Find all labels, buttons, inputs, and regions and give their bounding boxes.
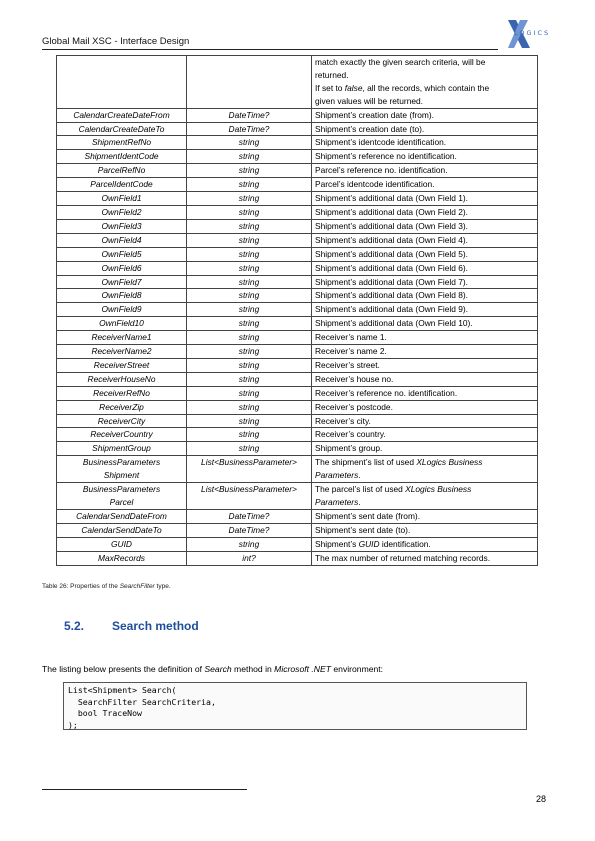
property-name: BusinessParameters Parcel xyxy=(57,483,187,510)
property-name: MaxRecords xyxy=(57,551,187,565)
property-name: ReceiverHouseNo xyxy=(57,372,187,386)
table-row xyxy=(57,205,538,219)
table-row xyxy=(57,386,538,400)
property-type: string xyxy=(187,317,312,331)
property-type: string xyxy=(187,386,312,400)
table-row xyxy=(57,136,538,150)
property-description: Receiver’s reference no. identification. xyxy=(312,386,538,400)
property-type: string xyxy=(187,150,312,164)
table-row xyxy=(57,219,538,233)
table-row xyxy=(57,178,538,192)
table-row xyxy=(57,233,538,247)
property-type: string xyxy=(187,289,312,303)
property-description: Receiver’s country. xyxy=(312,428,538,442)
table-row xyxy=(57,122,538,136)
property-description: Shipment’s additional data (Own Field 10). xyxy=(312,317,538,331)
table-row xyxy=(57,345,538,359)
property-name: OwnField9 xyxy=(57,303,187,317)
property-type: string xyxy=(187,247,312,261)
table-row xyxy=(57,303,538,317)
property-type: string xyxy=(187,345,312,359)
property-description: Shipment’s additional data (Own Field 5). xyxy=(312,247,538,261)
table-row xyxy=(57,442,538,456)
property-type: string xyxy=(187,178,312,192)
table-row xyxy=(57,56,538,109)
property-description: Receiver’s house no. xyxy=(312,372,538,386)
property-type: string xyxy=(187,428,312,442)
page-number: 28 xyxy=(536,794,547,804)
property-description: Shipment’s additional data (Own Field 8). xyxy=(312,289,538,303)
table-row xyxy=(57,372,538,386)
table-row xyxy=(57,247,538,261)
property-name: ReceiverCountry xyxy=(57,428,187,442)
property-name: OwnField5 xyxy=(57,247,187,261)
property-description: Shipment’s creation date (to). xyxy=(312,122,538,136)
table-row xyxy=(57,317,538,331)
property-type: string xyxy=(187,219,312,233)
property-name: ReceiverZip xyxy=(57,400,187,414)
property-description: Receiver’s street. xyxy=(312,358,538,372)
property-type: List<BusinessParameter> xyxy=(187,483,312,510)
property-description: Receiver’s postcode. xyxy=(312,400,538,414)
table-row xyxy=(57,275,538,289)
table-row xyxy=(57,108,538,122)
property-name: ShipmentIdentCode xyxy=(57,150,187,164)
section-title: Search method xyxy=(112,619,199,633)
document-header-title: Global Mail XSC - Interface Design xyxy=(42,36,190,47)
property-type: string xyxy=(187,442,312,456)
table-row xyxy=(57,537,538,551)
property-name: CalendarCreateDateTo xyxy=(57,122,187,136)
property-type: string xyxy=(187,331,312,345)
section-heading xyxy=(64,619,199,633)
property-description: The max number of returned matching records. xyxy=(312,551,538,565)
property-name: OwnField6 xyxy=(57,261,187,275)
code-listing: List<Shipment> Search( SearchFilter SearchCriteria, bool TraceNow ); xyxy=(63,682,527,730)
table-row xyxy=(57,483,538,510)
property-name: CalendarSendDateTo xyxy=(57,523,187,537)
table-row xyxy=(57,358,538,372)
property-name: ParcelIdentCode xyxy=(57,178,187,192)
property-type: string xyxy=(187,358,312,372)
table-row xyxy=(57,523,538,537)
property-type: string xyxy=(187,275,312,289)
searchfilter-properties-table xyxy=(56,55,538,566)
property-name: CalendarSendDateFrom xyxy=(57,509,187,523)
property-type: DateTime? xyxy=(187,122,312,136)
property-name: CalendarCreateDateFrom xyxy=(57,108,187,122)
property-description: Receiver’s name 2. xyxy=(312,345,538,359)
property-type: DateTime? xyxy=(187,108,312,122)
property-description: Shipment’s creation date (from). xyxy=(312,108,538,122)
property-type: string xyxy=(187,414,312,428)
property-name: BusinessParameters Shipment xyxy=(57,456,187,483)
property-description: Shipment’s sent date (to). xyxy=(312,523,538,537)
table-row xyxy=(57,400,538,414)
property-type: string xyxy=(187,205,312,219)
property-description: Shipment’s additional data (Own Field 2). xyxy=(312,205,538,219)
property-type: string xyxy=(187,372,312,386)
table-row xyxy=(57,150,538,164)
property-type: string xyxy=(187,261,312,275)
property-description: The shipment’s list of used XLogics Business Parameters. xyxy=(312,456,538,483)
property-name: ReceiverRefNo xyxy=(57,386,187,400)
property-name: ShipmentRefNo xyxy=(57,136,187,150)
header-divider xyxy=(42,49,498,50)
property-description: Shipment’s group. xyxy=(312,442,538,456)
table-row xyxy=(57,164,538,178)
continued-description: match exactly the given search criteria, will be returned. If set to false, all the records, which contain the given values will be returned. xyxy=(312,56,538,109)
property-description: Shipment’s additional data (Own Field 1). xyxy=(312,192,538,206)
table-row xyxy=(57,428,538,442)
property-name: ReceiverCity xyxy=(57,414,187,428)
table-row xyxy=(57,331,538,345)
property-name: OwnField8 xyxy=(57,289,187,303)
property-description: Shipment’s additional data (Own Field 7). xyxy=(312,275,538,289)
property-name: OwnField1 xyxy=(57,192,187,206)
table-row xyxy=(57,551,538,565)
property-name: OwnField10 xyxy=(57,317,187,331)
property-description: Shipment’s additional data (Own Field 9). xyxy=(312,303,538,317)
table-row xyxy=(57,192,538,206)
property-name: GUID xyxy=(57,537,187,551)
property-description: Shipment’s reference no identification. xyxy=(312,150,538,164)
property-description: Receiver’s city. xyxy=(312,414,538,428)
section-number: 5.2. xyxy=(64,619,85,633)
table-row xyxy=(57,509,538,523)
property-description: Shipment’s additional data (Own Field 3). xyxy=(312,219,538,233)
property-type: string xyxy=(187,233,312,247)
property-description: Parcel’s reference no. identification. xyxy=(312,164,538,178)
property-description: Shipment’s identcode identification. xyxy=(312,136,538,150)
property-description: Shipment’s additional data (Own Field 4). xyxy=(312,233,538,247)
property-type: DateTime? xyxy=(187,509,312,523)
property-type: int? xyxy=(187,551,312,565)
property-name: ReceiverName2 xyxy=(57,345,187,359)
property-name: ParcelRefNo xyxy=(57,164,187,178)
table-row xyxy=(57,414,538,428)
property-name: ShipmentGroup xyxy=(57,442,187,456)
property-description: Parcel’s identcode identification. xyxy=(312,178,538,192)
property-name: ReceiverStreet xyxy=(57,358,187,372)
property-type: string xyxy=(187,303,312,317)
property-type: DateTime? xyxy=(187,523,312,537)
property-type: string xyxy=(187,164,312,178)
property-name: OwnField3 xyxy=(57,219,187,233)
table-caption: Table 26: Properties of the SearchFilter type. xyxy=(42,583,171,590)
property-name: OwnField4 xyxy=(57,233,187,247)
property-description: Shipment’s additional data (Own Field 6). xyxy=(312,261,538,275)
property-type: string xyxy=(187,192,312,206)
property-name: OwnField7 xyxy=(57,275,187,289)
listing-intro-text: The listing below presents the definition of Search method in Microsoft .NET environment: xyxy=(42,664,384,674)
footer-divider xyxy=(42,789,247,790)
property-name: ReceiverName1 xyxy=(57,331,187,345)
property-type: List<BusinessParameter> xyxy=(187,456,312,483)
property-description: Receiver’s name 1. xyxy=(312,331,538,345)
property-type: string xyxy=(187,537,312,551)
property-description: Shipment’s GUID identification. xyxy=(312,537,538,551)
table-row xyxy=(57,289,538,303)
property-name: OwnField2 xyxy=(57,205,187,219)
property-type: string xyxy=(187,136,312,150)
table-row xyxy=(57,456,538,483)
property-description: The parcel’s list of used XLogics Business Parameters. xyxy=(312,483,538,510)
table-row xyxy=(57,261,538,275)
logo-wordmark: LOGICS xyxy=(514,29,551,37)
property-type: string xyxy=(187,400,312,414)
property-description: Shipment’s sent date (from). xyxy=(312,509,538,523)
